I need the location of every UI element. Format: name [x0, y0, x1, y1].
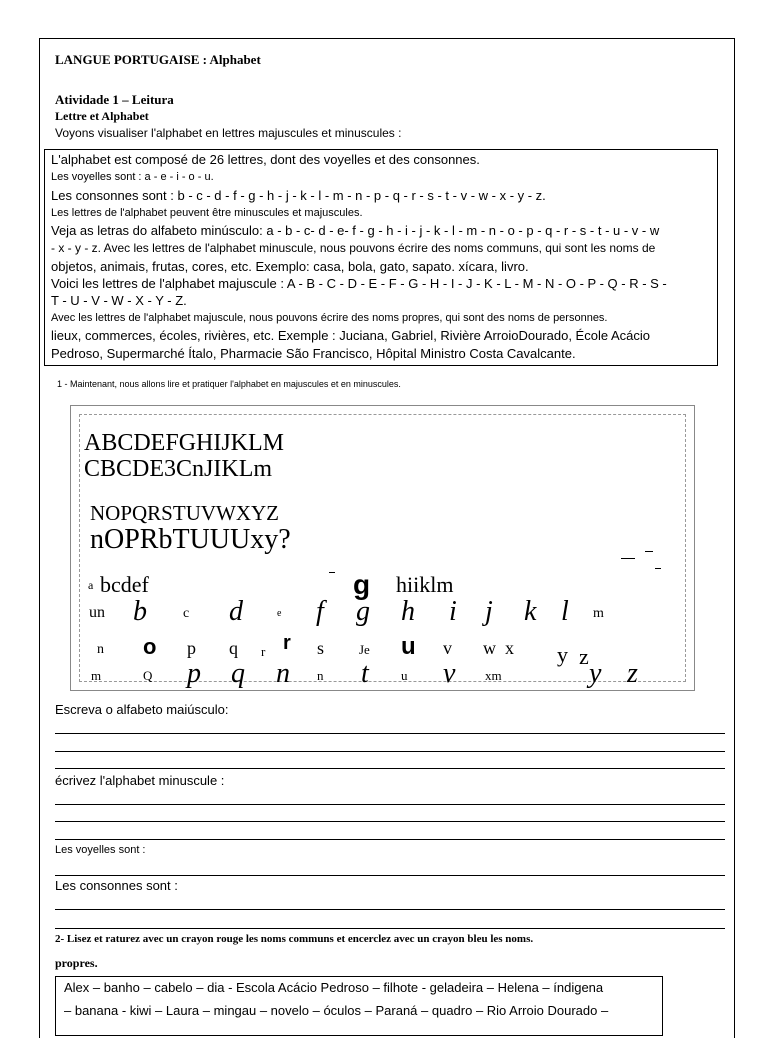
figure-letter: n	[317, 668, 324, 683]
figure-letter: p	[187, 638, 196, 658]
figure-letter: Je	[359, 642, 370, 657]
figure-row-cursive-2: nOPRbTUUUxy?	[90, 524, 291, 555]
writing-line[interactable]	[55, 804, 725, 805]
info-line: Veja as letras do alfabeto minúsculo: a - b - c- d - e- f - g - h - i - j - k - l - m - n - o - p - q - r - s - t - u - v - w	[51, 223, 660, 238]
info-line: T - U - V - W - X - Y - Z.	[51, 293, 187, 308]
figure-letter: j	[485, 596, 493, 627]
figure-letter: z	[579, 644, 589, 669]
writing-line[interactable]	[55, 768, 725, 769]
figure-letter: l	[561, 596, 569, 627]
info-line: objetos, animais, frutas, cores, etc. Exemplo: casa, bola, gato, sapato. xícara, livro.	[51, 259, 529, 274]
figure-letter: g	[356, 596, 370, 627]
alphabet-figure	[70, 405, 695, 691]
figure-mark	[621, 558, 635, 559]
question-1: 1 - Maintenant, nous allons lire et pratiquer l'alphabet en majuscules et en minuscules.	[57, 379, 401, 389]
figure-row-lowercase-2: hiiklm	[396, 572, 454, 597]
figure-letter: y	[557, 642, 568, 667]
intro-text: Voyons visualiser l'alphabet en lettres majuscules et minuscules :	[55, 126, 402, 140]
writing-line[interactable]	[55, 875, 725, 876]
info-line: Les lettres de l'alphabet peuvent être minuscules et majuscules.	[51, 207, 363, 219]
figure-letter: s	[317, 638, 325, 658]
alphabet-info-box	[44, 149, 718, 366]
figure-mark	[329, 572, 335, 573]
figure-row-uppercase-2: NOPQRSTUVWXYZ	[90, 501, 279, 525]
figure-letter: o	[143, 634, 157, 659]
vowels-prompt: Les voyelles sont :	[55, 844, 146, 856]
question-2: 2- Lisez et raturez avec un crayon rouge les noms communs et encerclez avec un crayon bleu les noms.	[55, 933, 534, 945]
figure-letter: un	[89, 604, 105, 621]
writing-line[interactable]	[55, 821, 725, 822]
info-line: Pedroso, Supermarché Ítalo, Pharmacie São Francisco, Hôpital Ministro Costa Cavalcante.	[51, 346, 576, 361]
figure-letter: z	[627, 658, 638, 689]
figure-letter: n	[97, 642, 104, 657]
figure-letter: Q	[143, 668, 153, 683]
figure-letter: xm	[485, 668, 502, 683]
writing-line[interactable]	[55, 733, 725, 734]
figure-letter: b	[133, 596, 147, 627]
question-2-continued: propres.	[55, 956, 98, 970]
figure-row-uppercase-1: ABCDEFGHIJKLM	[84, 430, 285, 456]
writing-line[interactable]	[55, 909, 725, 910]
figure-letter: a	[88, 578, 94, 592]
info-line: Les consonnes sont : b - c - d - f - g - h - j - k - l - m - n - p - q - r - s - t - v - w - x - y - z.	[51, 188, 546, 203]
writing-line[interactable]	[55, 928, 725, 929]
figure-row-lowercase-1: bcdef	[100, 572, 149, 597]
figure-row-cursive-1: CBCDE3CnJIKLm	[84, 456, 273, 482]
section-subtitle: Lettre et Alphabet	[55, 109, 149, 123]
word-list-line: Alex – banho – cabelo – dia - Escola Acácio Pedroso – filhote - geladeira – Helena – índigena	[64, 980, 604, 995]
figure-letter: u	[401, 668, 408, 683]
uppercase-prompt: Escreva o alfabeto maiúsculo:	[55, 702, 229, 717]
figure-letter: n	[276, 658, 290, 689]
figure-letter: d	[229, 596, 243, 627]
info-line: - x - y - z. Avec les lettres de l'alphabet minuscule, nous pouvons écrire des noms communs, qui sont les noms de	[51, 241, 656, 255]
figure-letter: w	[483, 638, 496, 658]
figure-letter: r	[283, 632, 291, 654]
figure-letter: m	[593, 606, 604, 621]
figure-letter: m	[91, 668, 102, 683]
figure-letter: y	[589, 658, 602, 689]
figure-letter: i	[449, 596, 457, 627]
info-line: Voici les lettres de l'alphabet majuscule : A - B - C - D - E - F - G - H - I - J - K - L - M - N - O - P - Q - R - S -	[51, 276, 667, 291]
figure-mark	[645, 551, 653, 552]
consonants-prompt: Les consonnes sont :	[55, 878, 178, 893]
figure-letter: v	[443, 638, 452, 658]
lowercase-prompt: écrivez l'alphabet minuscule :	[55, 773, 225, 788]
figure-letter: f	[316, 596, 324, 627]
figure-letter: v	[443, 658, 456, 689]
figure-letter: q	[231, 658, 245, 689]
figure-letter: c	[183, 606, 190, 621]
figure-letter: x	[505, 638, 514, 658]
info-line: Les voyelles sont : a - e - i - o - u.	[51, 171, 214, 183]
activity-title: Atividade 1 – Leitura	[55, 92, 174, 107]
figure-letter: t	[361, 658, 369, 689]
word-list-line: – banana - kiwi – Laura – mingau – novelo – óculos – Paraná – quadro – Rio Arroio Dourado –	[64, 1003, 609, 1018]
figure-letter: h	[401, 596, 415, 627]
figure-letter: g	[353, 569, 371, 600]
figure-letter: q	[229, 638, 238, 658]
figure-letter: u	[401, 633, 416, 660]
figure-mark	[655, 568, 661, 569]
figure-letter: r	[261, 644, 266, 659]
figure-letter: p	[187, 658, 201, 689]
info-line: L'alphabet est composé de 26 lettres, dont des voyelles et des consonnes.	[51, 152, 480, 167]
worksheet-title: LANGUE PORTUGAISE : Alphabet	[55, 52, 261, 67]
info-line: Avec les lettres de l'alphabet majuscule, nous pouvons écrire des noms propres, qui sont des noms de personnes.	[51, 312, 608, 324]
info-line: lieux, commerces, écoles, rivières, etc. Exemple : Juciana, Gabriel, Rivière ArroioDourado, École Acácio	[51, 328, 650, 343]
word-list-box	[55, 976, 663, 1036]
writing-line[interactable]	[55, 839, 725, 840]
figure-letter: k	[524, 596, 537, 627]
figure-letter: e	[277, 608, 282, 619]
writing-line[interactable]	[55, 751, 725, 752]
